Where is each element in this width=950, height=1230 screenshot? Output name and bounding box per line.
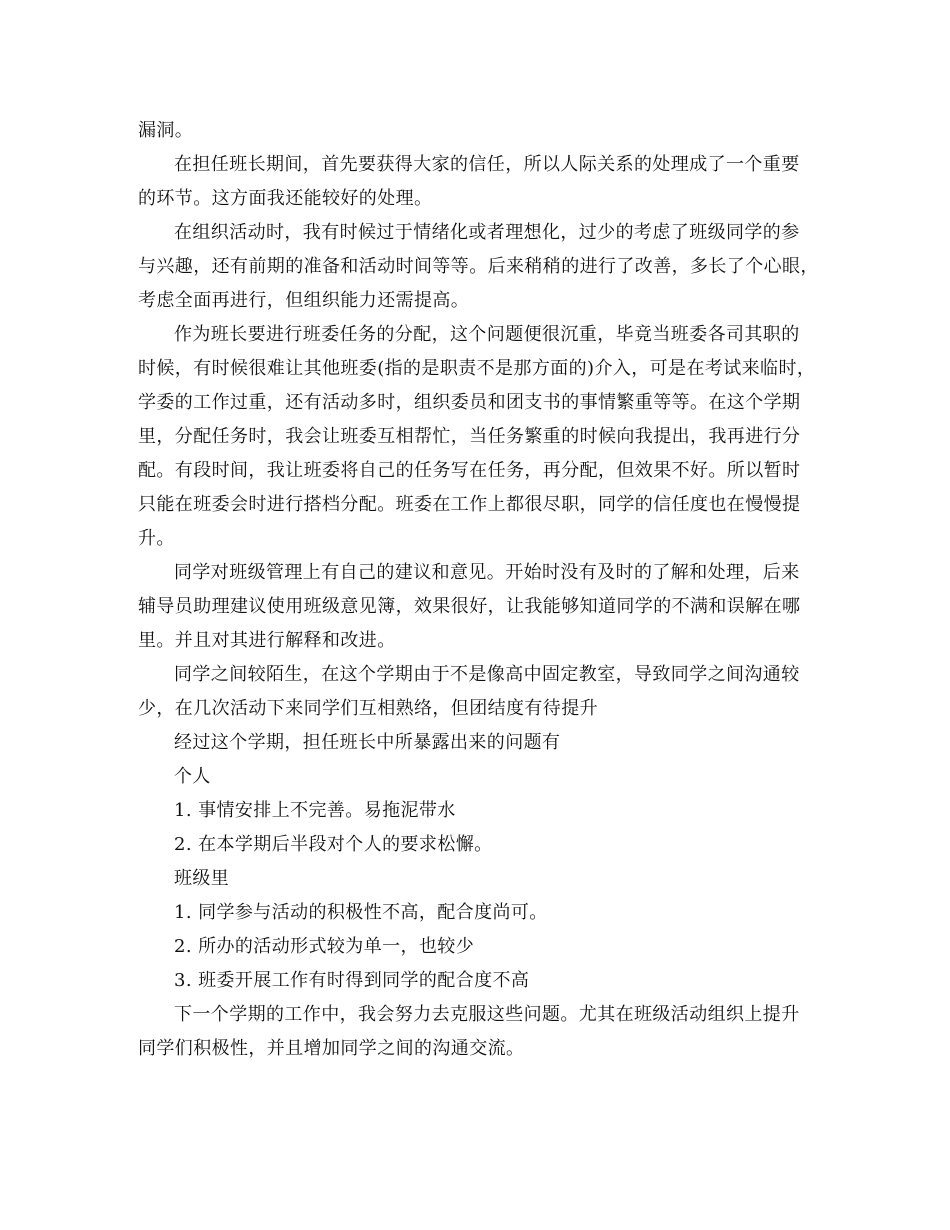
text-line: 考虑全面再进行，但组织能力还需提高。 bbox=[138, 290, 470, 311]
text-line: 2. 所办的活动形式较为单一，也较少 bbox=[174, 936, 475, 957]
text-line: 下一个学期的工作中，我会努力去克服这些问题。尤其在班级活动组织上提升 bbox=[174, 1004, 800, 1025]
text-line: 同学对班级管理上有自己的建议和意见。开始时没有及时的了解和处理，后来 bbox=[174, 562, 800, 583]
text-line: 同学之间较陌生，在这个学期由于不是像高中固定教室，导致同学之间沟通较 bbox=[174, 664, 800, 685]
text-line: 里，分配任务时，我会让班委互相帮忙，当任务繁重的时候向我提出，我再进行分 bbox=[138, 426, 801, 447]
text-line: 1. 同学参与活动的积极性不高，配合度尚可。 bbox=[174, 902, 548, 923]
text-line: 同学们积极性，并且增加同学之间的沟通交流。 bbox=[138, 1038, 525, 1059]
text-line: 在组织活动时，我有时候过于情绪化或者理想化，过少的考虑了班级同学的参 bbox=[174, 222, 800, 243]
text-line: 作为班长要进行班委任务的分配，这个问题便很沉重，毕竟当班委各司其职的 bbox=[174, 324, 800, 345]
text-line: 3. 班委开展工作有时得到同学的配合度不高 bbox=[174, 970, 530, 991]
text-line: 2. 在本学期后半段对个人的要求松懈。 bbox=[174, 834, 493, 855]
text-line: 时候，有时候很难让其他班委(指的是职责不是那方面的)介入，可是在考试来临时， bbox=[138, 358, 816, 379]
text-line: 漏洞。 bbox=[138, 120, 194, 141]
text-line: 配。有段时间，我让班委将自己的任务写在任务，再分配，但效果不好。所以暂时 bbox=[138, 460, 801, 481]
text-line: 经过这个学期，担任班长中所暴露出来的问题有 bbox=[174, 732, 561, 753]
text-line: 学委的工作过重，还有活动多时，组织委员和团支书的事情繁重等等。在这个学期 bbox=[138, 392, 801, 413]
text-line: 里。并且对其进行解释和改进。 bbox=[138, 630, 396, 651]
text-line: 1. 事情安排上不完善。易拖泥带水 bbox=[174, 800, 456, 821]
text-line: 与兴趣，还有前期的准备和活动时间等等。后来稍稍的进行了改善，多长了个心眼， bbox=[138, 256, 819, 277]
document-body bbox=[138, 114, 819, 1066]
text-line: 辅导员助理建议使用班级意见簿，效果很好，让我能够知道同学的不满和误解在哪 bbox=[138, 596, 801, 617]
text-line: 升。 bbox=[138, 528, 175, 549]
text-line: 少，在几次活动下来同学们互相熟络，但团结度有待提升 bbox=[138, 698, 598, 719]
text-line: 班级里 bbox=[174, 868, 230, 889]
text-line: 只能在班委会时进行搭档分配。班委在工作上都很尽职，同学的信任度也在慢慢提 bbox=[138, 494, 801, 515]
text-line: 的环节。这方面我还能较好的处理。 bbox=[138, 188, 433, 209]
text-line: 个人 bbox=[174, 766, 211, 787]
text-line: 在担任班长期间，首先要获得大家的信任，所以人际关系的处理成了一个重要 bbox=[174, 154, 800, 175]
